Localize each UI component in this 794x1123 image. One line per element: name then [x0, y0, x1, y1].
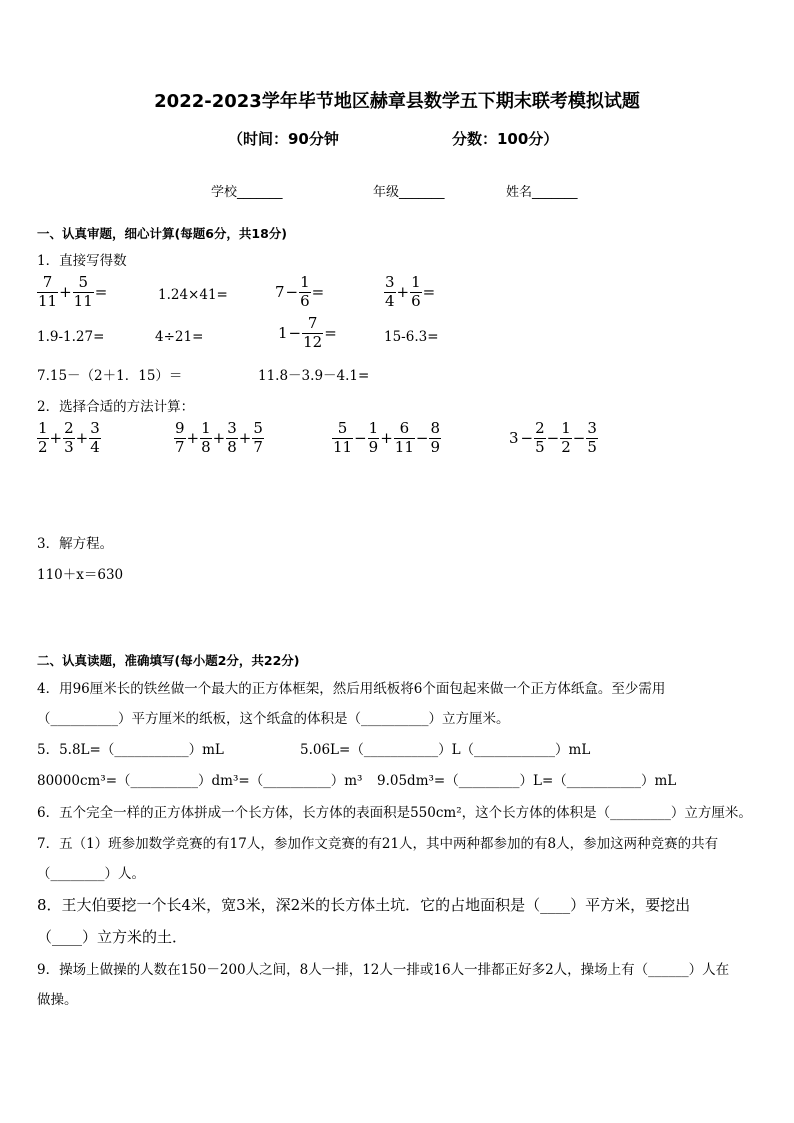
fraction: $\frac{8}{9}$: [430, 419, 441, 456]
q1-expr-10: 11.8－3.9－4.1=: [258, 368, 370, 384]
question-6: 6．五个完全一样的正方体拼成一个长方体，长方体的表面积是550cm²，这个长方体的体积是（_________）立方厘米。: [37, 805, 752, 821]
operator: +: [238, 429, 252, 448]
fraction: $\frac{3}{4}$: [90, 419, 100, 456]
q2-expr-d: [508, 421, 598, 456]
q1-expr-1: $\frac{7}{11}$ + $\frac{5}{11}$ =: [38, 273, 108, 310]
question-4-line-2: （__________）平方厘米的纸板，这个纸盒的体积是（__________）立方厘米。: [37, 711, 510, 727]
fraction: $\frac{1}{2}$: [38, 419, 48, 456]
operator: +: [186, 429, 200, 448]
fraction: $\frac{5}{11}$: [333, 419, 353, 456]
question-7-line-2: （________）人。: [37, 866, 145, 882]
grade-field: 年级_______: [373, 185, 445, 200]
question-5-b: 5.06L=（___________）L（____________）mL: [300, 742, 591, 758]
fraction: $\frac{1}{6}$: [411, 273, 421, 310]
q1-expr-3: 7 − $\frac{1}{6}$ =: [275, 273, 325, 310]
fraction: $\frac{2}{3}$: [64, 419, 74, 456]
operator: −: [546, 429, 560, 448]
q2-expr-b: [174, 421, 264, 456]
q1-expr-7: 1 − $\frac{7}{12}$ =: [278, 314, 337, 351]
fraction: $\frac{9}{7}$: [175, 419, 185, 456]
fraction: $\frac{2}{5}$: [535, 419, 545, 456]
fraction: $\frac{3}{4}$: [385, 273, 395, 310]
fraction: $\frac{1}{8}$: [201, 419, 211, 456]
question-2-title: 2．选择合适的方法计算：: [37, 399, 195, 415]
operator: 3: [509, 429, 519, 448]
question-9-line-1: 9．操场上做操的人数在150－200人之间，8人一排，12人一排或16人一排都正好多2人，操场上有（______）人在: [37, 962, 730, 978]
school-field: 学校_______: [211, 185, 283, 200]
exam-score: 分数：100分）: [452, 130, 559, 148]
fraction: $\frac{3}{8}$: [227, 419, 237, 456]
operator: −: [572, 429, 586, 448]
page-title: 2022-2023学年毕节地区赫章县数学五下期末联考模拟试题: [154, 91, 640, 112]
operator: +: [75, 429, 89, 448]
section-1-heading: 一、认真审题，细心计算(每题6分，共18分): [37, 226, 288, 241]
q1-expr-2: 1.24×41=: [158, 287, 228, 303]
operator: −: [520, 429, 534, 448]
question-4-line-1: 4．用96厘米长的铁丝做一个最大的正方体框架，然后用纸板将6个面包起来做一个正方体纸盒。至少需用: [37, 681, 666, 697]
question-3-equation: 110＋x＝630: [37, 567, 124, 583]
section-2-heading: 二、认真读题，准确填写(每小题2分，共22分): [37, 653, 300, 668]
fraction: $\frac{3}{5}$: [587, 419, 597, 456]
fraction: $\frac{7}{11}$: [38, 273, 58, 310]
question-5-a: 5．5.8L=（___________）mL: [37, 742, 224, 758]
q1-expr-6: 4÷21=: [155, 329, 204, 345]
q1-expr-5: 1.9-1.27=: [37, 329, 105, 345]
question-1-title: 1．直接写得数: [37, 253, 127, 269]
q2-expr-a: [37, 421, 101, 456]
question-9-line-2: 做操。: [37, 992, 78, 1008]
question-7-line-1: 7．五（1）班参加数学竞赛的有17人，参加作文竞赛的有21人，其中两种都参加的有8人，参加这两种竞赛的共有: [37, 836, 719, 852]
exam-time: （时间：90分钟: [228, 130, 339, 148]
operator: +: [49, 429, 63, 448]
name-field: 姓名_______: [506, 185, 578, 200]
fraction: $\frac{1}{6}$: [300, 273, 310, 310]
fraction: $\frac{6}{11}$: [394, 419, 414, 456]
question-5-d: 9.05dm³=（_________）L=（___________）mL: [377, 773, 677, 789]
q1-expr-4: $\frac{3}{4}$ + $\frac{1}{6}$ =: [385, 273, 436, 310]
fraction: $\frac{1}{2}$: [561, 419, 571, 456]
fraction: $\frac{7}{12}$: [303, 314, 323, 351]
fraction: $\frac{5}{11}$: [73, 273, 93, 310]
q2-expr-c: [332, 421, 441, 456]
q1-expr-9: 7.15－（2＋1．15）＝: [37, 368, 183, 384]
operator: +: [380, 429, 393, 448]
q1-expr-8: 15-6.3=: [384, 329, 439, 345]
operator: −: [354, 429, 367, 448]
fraction: $\frac{5}{7}$: [253, 419, 263, 456]
question-8-line-2: （____）立方米的土．: [37, 928, 188, 946]
question-3-title: 3．解方程。: [37, 536, 114, 552]
question-8-line-1: 8．王大伯要挖一个长4米，宽3米，深2米的长方体土坑．它的占地面积是（____）平方米，要挖出: [37, 896, 691, 914]
question-5-c: 80000cm³=（__________）dm³=（__________）m³: [37, 773, 363, 789]
fraction: $\frac{1}{9}$: [368, 419, 379, 456]
operator: +: [212, 429, 226, 448]
operator: −: [415, 429, 429, 448]
